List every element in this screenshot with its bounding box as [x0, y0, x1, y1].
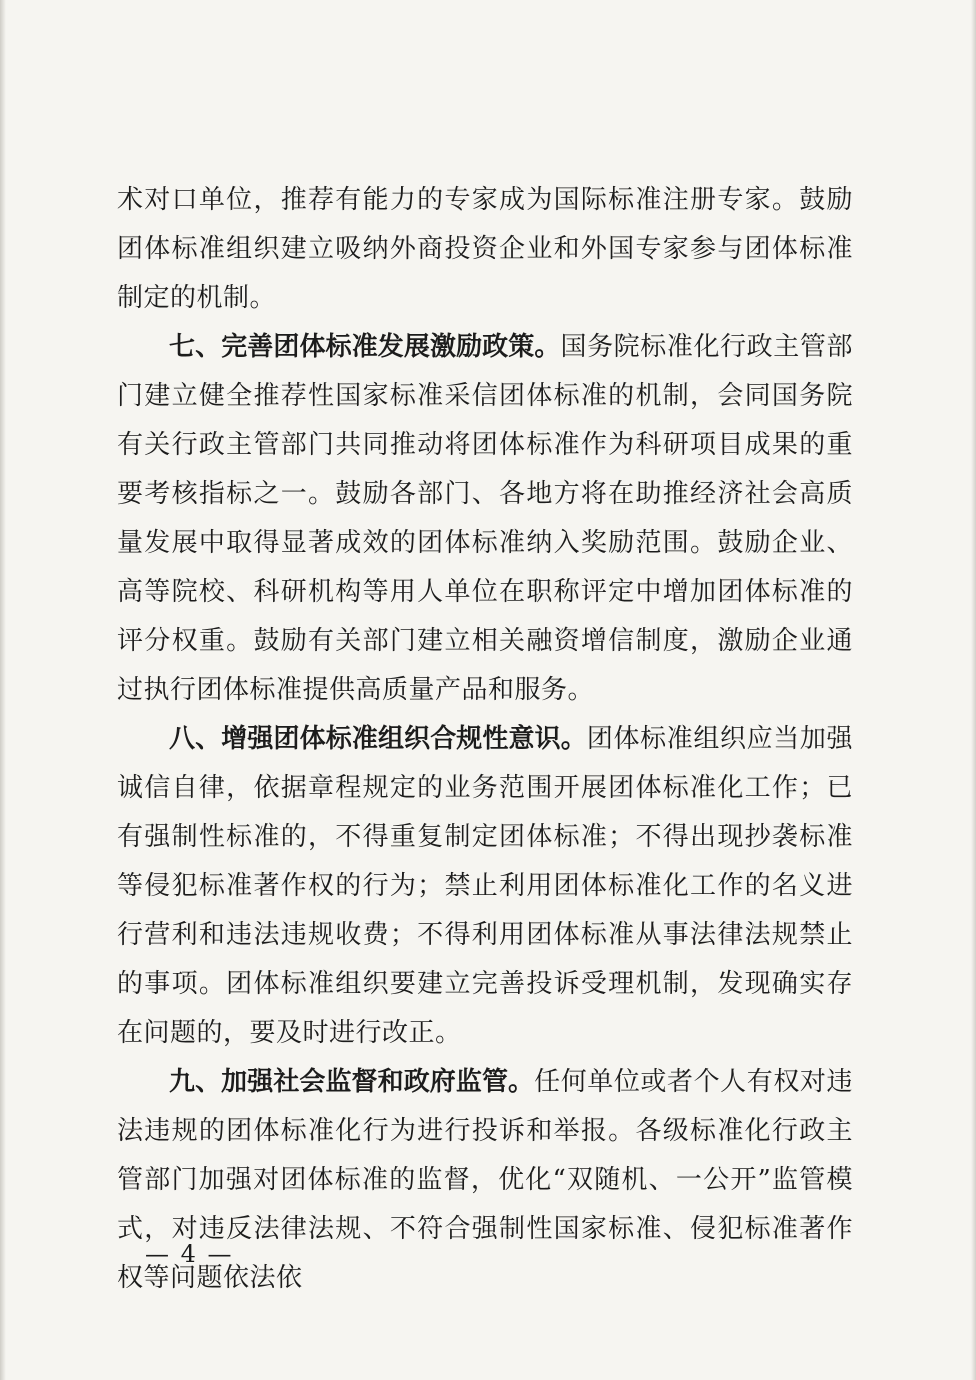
section-nine-body: 任何单位或者个人有权对违法违规的团体标准化行为进行投诉和举报。各级标准化行政主管部门加强对团体标准的监督，优化“双随机、一公开”监管模式，对违反法律法规、不符合强制性国家标准、侵犯标准著作权等问题依法依: [117, 1067, 853, 1293]
page-number: — 4 —: [145, 1240, 234, 1268]
section-eight-body: 团体标准组织应当加强诚信自律，依据章程规定的业务范围开展团体标准化工作；已有强制性标准的，不得重复制定团体标准；不得出现抄袭标准等侵犯标准著作权的行为；禁止利用团体标准化工作的名义进行营利和违法违规收费；不得利用团体标准从事法律法规禁止的事项。团体标准组织要建立完善投诉受理机制，发现确实存在问题的，要及时进行改正。: [117, 724, 853, 1048]
section-eight: [117, 715, 853, 1058]
scan-edge-left: [0, 0, 6, 1380]
section-seven-heading: 七、完善团体标准发展激励政策。: [169, 332, 561, 362]
section-nine-heading: 九、加强社会监督和政府监管。: [169, 1067, 535, 1097]
scan-edge-right: [971, 0, 976, 1380]
document-body: [117, 176, 853, 1303]
section-seven-body: 国务院标准化行政主管部门建立健全推荐性国家标准采信团体标准的机制，会同国务院有关行政主管部门共同推动将团体标准作为科研项目成果的重要考核指标之一。鼓励各部门、各地方将在助推经济社会高质量发展中取得显著成效的团体标准纳入奖励范围。鼓励企业、高等院校、科研机构等用人单位在职称评定中增加团体标准的评分权重。鼓励有关部门建立相关融资增信制度，激励企业通过执行团体标准提供高质量产品和服务。: [117, 332, 853, 705]
paragraph-continuation: 术对口单位，推荐有能力的专家成为国际标准注册专家。鼓励团体标准组织建立吸纳外商投资企业和外国专家参与团体标准制定的机制。: [117, 185, 853, 313]
section-seven: [117, 323, 853, 715]
section-eight-heading: 八、增强团体标准组织合规性意识。: [169, 724, 587, 754]
